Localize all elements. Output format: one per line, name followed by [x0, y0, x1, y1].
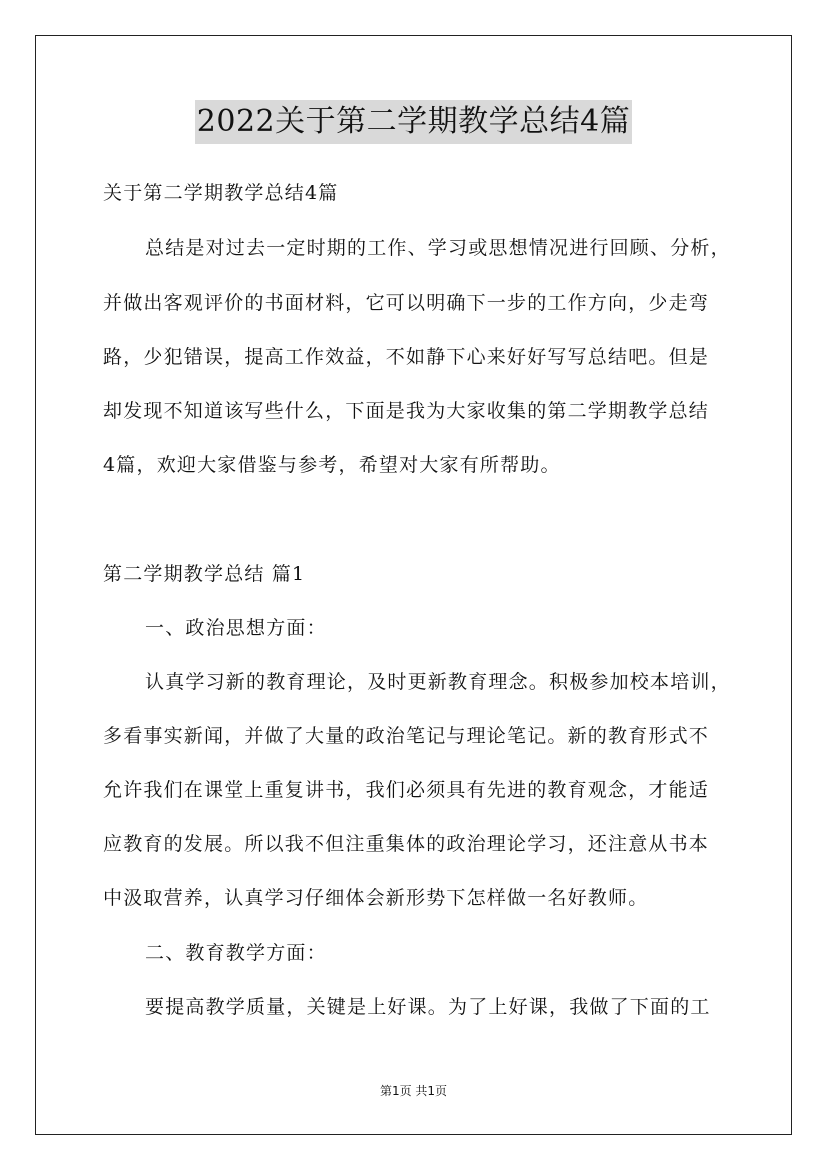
- paragraph-line: 应教育的发展。所以我不但注重集体的政治理论学习，还注意从书本: [103, 833, 710, 855]
- paragraph-line: 认真学习新的教育理论，及时更新教育理念。积极参加校本培训，: [145, 671, 731, 693]
- document-subtitle: 关于第二学期教学总结4篇: [103, 182, 339, 204]
- paragraph-line: 要提高教学质量，关键是上好课。为了上好课，我做了下面的工: [145, 996, 711, 1018]
- intro-line: 路，少犯错误，提高工作效益，不如静下心来好好写写总结吧。但是: [103, 346, 710, 368]
- title-wrapper: [0, 100, 827, 144]
- intro-line: 总结是对过去一定时期的工作、学习或思想情况进行回顾、分析，: [145, 237, 731, 259]
- page-footer: 第1页 共1页: [379, 1084, 448, 1098]
- intro-line: 却发现不知道该写些什么，下面是我为大家收集的第二学期教学总结: [103, 400, 710, 422]
- subheading-political: 一、政治思想方面：: [145, 617, 327, 639]
- paragraph-line: 允许我们在课堂上重复讲书，我们必须具有先进的教育观念，才能适: [103, 779, 710, 801]
- paragraph-line: 中汲取营养，认真学习仔细体会新形势下怎样做一名好教师。: [103, 887, 649, 909]
- document-title: 2022关于第二学期教学总结4篇: [195, 100, 632, 144]
- intro-line: 并做出客观评价的书面材料，它可以明确下一步的工作方向，少走弯: [103, 292, 710, 314]
- paragraph-line: 多看事实新闻，并做了大量的政治笔记与理论笔记。新的教育形式不: [103, 725, 710, 747]
- subheading-teaching: 二、教育教学方面：: [145, 942, 327, 964]
- intro-line: 4篇，欢迎大家借鉴与参考，希望对大家有所帮助。: [103, 454, 561, 476]
- section-heading: 第二学期教学总结 篇1: [103, 563, 306, 585]
